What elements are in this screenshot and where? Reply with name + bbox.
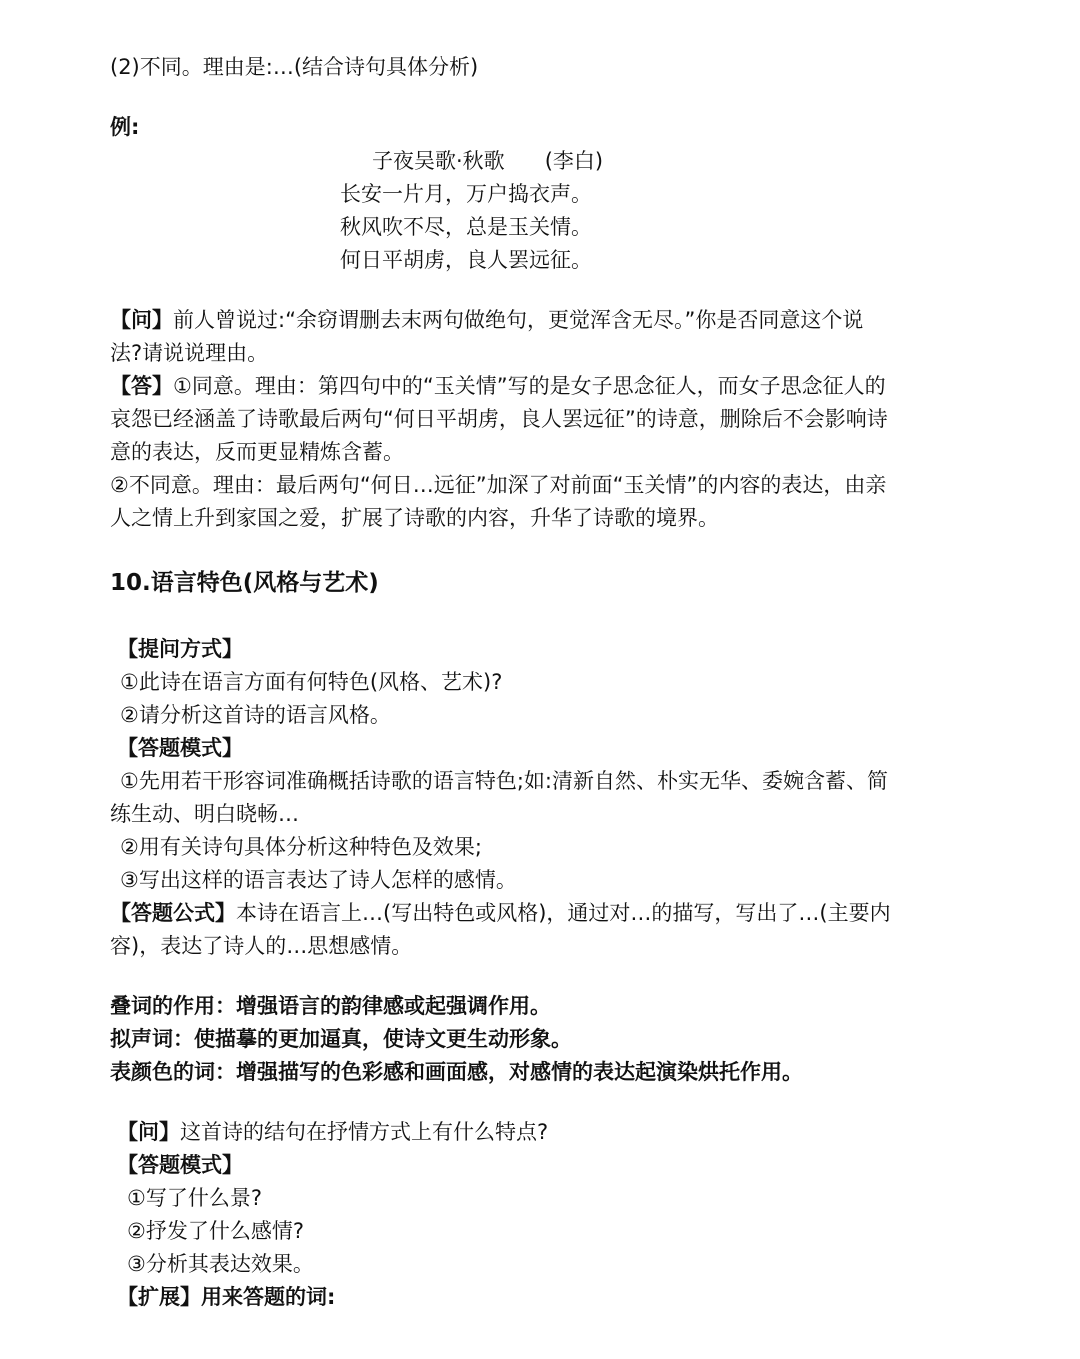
question-1-line-2: 法?请说说理由。 — [110, 341, 269, 365]
poem-line-3: 何日平胡虏，良人罢远征。 — [340, 248, 592, 272]
answer-1-line-4: ②不同意。理由：最后两句“何日…远征”加深了对前面“玉关情”的内容的表达，由亲 — [110, 473, 887, 497]
answer-mode-3: ③写出这样的语言表达了诗人怎样的感情。 — [120, 868, 517, 892]
onomatopoeia-note: 拟声词：使描摹的更加逼真，使诗文更生动形象。 — [110, 1027, 572, 1051]
question-2-tag: 【问】 — [117, 1120, 180, 1144]
extend-tag: 【扩展】 — [117, 1285, 201, 1309]
ask-method-2: ②请分析这首诗的语言风格。 — [120, 703, 391, 727]
poem-line-2: 秋风吹不尽，总是玉关情。 — [340, 215, 592, 239]
answer-mode-1-line-2: 练生动、明白晓畅… — [110, 802, 299, 826]
question-2-text: 这首诗的结句在抒情方式上有什么特点? — [180, 1120, 549, 1144]
answer-mode-tag: 【答题模式】 — [117, 736, 243, 760]
question-text: 前人曾说过:“余窃谓删去末两句做绝句，更觉浑含无尽。”你是否同意这个说 — [173, 308, 864, 332]
ask-method-tag: 【提问方式】 — [117, 637, 243, 661]
answer-mode-2-item-2: ②抒发了什么感情? — [127, 1219, 304, 1243]
item-2-text: (2)不同。理由是:…(结合诗句具体分析) — [110, 55, 479, 79]
poem-title-line — [372, 146, 603, 176]
answer-1-line-3: 意的表达，反而更显精炼含蓄。 — [110, 440, 404, 464]
answer-mode-2: ②用有关诗句具体分析这种特色及效果; — [120, 835, 482, 859]
poem-author: (李白) — [544, 149, 604, 173]
color-words-note: 表颜色的词：增强描写的色彩感和画面感，对感情的表达起演染烘托作用。 — [110, 1060, 803, 1084]
question-1-line-1 — [110, 305, 863, 335]
extend-text: 用来答题的词: — [201, 1285, 336, 1309]
extend-line — [117, 1282, 335, 1312]
answer-mode-1-line-1: ①先用若干形容词准确概括诗歌的语言特色;如:清新自然、朴实无华、委婉含蓄、简 — [120, 769, 888, 793]
answer-mode-2-item-1: ①写了什么景? — [127, 1186, 262, 1210]
question-2-line — [117, 1117, 548, 1147]
answer-tag: 【答】 — [110, 374, 173, 398]
answer-formula-line-2: 容)，表达了诗人的…思想感情。 — [110, 934, 413, 958]
answer-formula-line-1 — [110, 898, 891, 928]
ask-method-1: ①此诗在语言方面有何特色(风格、艺术)? — [120, 670, 503, 694]
poem-line-1: 长安一片月，万户捣衣声。 — [340, 182, 592, 206]
poem-title: 子夜吴歌·秋歌 — [372, 149, 505, 173]
answer-1-line-1 — [110, 371, 886, 401]
answer-mode-2-tag: 【答题模式】 — [117, 1153, 243, 1177]
answer-formula-text: 本诗在语言上…(写出特色或风格)，通过对…的描写，写出了…(主要内 — [236, 901, 891, 925]
answer-formula-tag: 【答题公式】 — [110, 901, 236, 925]
answer-text: ①同意。理由：第四句中的“玉关情”写的是女子思念征人，而女子思念征人的 — [173, 374, 886, 398]
answer-1-line-5: 人之情上升到家国之爱，扩展了诗歌的内容，升华了诗歌的境界。 — [110, 506, 719, 530]
example-label: 例: — [110, 115, 140, 139]
section-10-heading: 10.语言特色(风格与艺术) — [110, 570, 379, 596]
answer-1-line-2: 哀怨已经涵盖了诗歌最后两句“何日平胡虏，良人罢远征”的诗意，删除后不会影响诗 — [110, 407, 888, 431]
question-tag: 【问】 — [110, 308, 173, 332]
answer-mode-2-item-3: ③分析其表达效果。 — [127, 1252, 314, 1276]
reduplication-note: 叠词的作用：增强语言的韵律感或起强调作用。 — [110, 994, 551, 1018]
